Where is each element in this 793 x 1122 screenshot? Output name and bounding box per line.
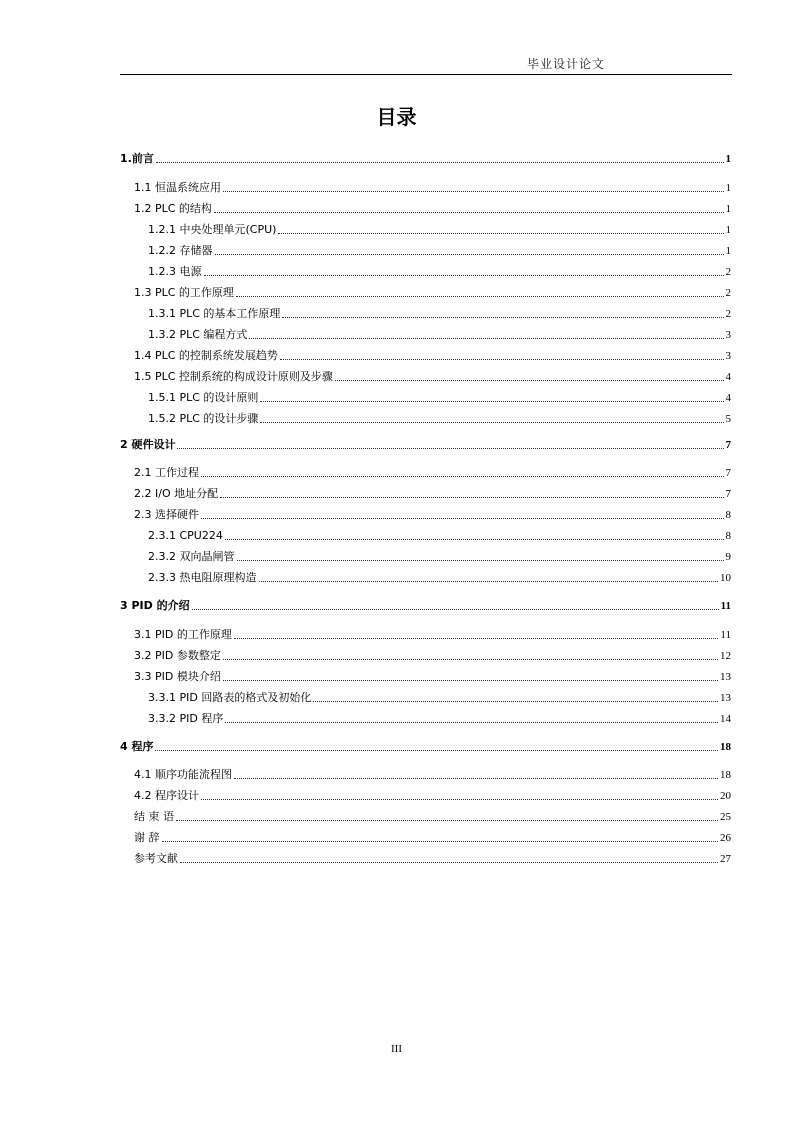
toc-entry[interactable] bbox=[148, 549, 731, 565]
toc-entry-page: 13 bbox=[720, 692, 731, 704]
dot-leader bbox=[204, 275, 724, 276]
dot-leader bbox=[223, 191, 724, 192]
toc-entry[interactable] bbox=[148, 390, 731, 406]
toc-entry[interactable] bbox=[134, 767, 731, 783]
toc-entry-label: 1.前言 bbox=[120, 152, 154, 165]
dot-leader bbox=[259, 581, 719, 582]
dot-leader bbox=[155, 750, 718, 751]
toc-entry-label: 1.3.2 PLC 编程方式 bbox=[148, 328, 248, 341]
toc-entry[interactable] bbox=[148, 222, 731, 238]
dot-leader bbox=[223, 680, 718, 681]
toc-entry-page: 7 bbox=[725, 467, 731, 479]
dot-leader bbox=[237, 560, 724, 561]
dot-leader bbox=[236, 296, 724, 297]
toc-entry-label: 4.1 顺序功能流程图 bbox=[134, 768, 232, 781]
toc-entry[interactable] bbox=[148, 411, 731, 427]
toc-entry-label: 2 硬件设计 bbox=[120, 438, 176, 451]
toc-entry-page: 13 bbox=[720, 671, 731, 683]
toc-entry-page: 18 bbox=[720, 741, 731, 753]
dot-leader bbox=[234, 778, 718, 779]
toc-entry-label: 2.2 I/O 地址分配 bbox=[134, 487, 219, 500]
toc-entry[interactable] bbox=[148, 528, 731, 544]
toc-entry[interactable] bbox=[134, 627, 731, 643]
header-rule bbox=[120, 74, 732, 75]
toc-entry-label: 结 束 语 bbox=[134, 810, 174, 823]
dot-leader bbox=[234, 638, 719, 639]
dot-leader bbox=[335, 380, 724, 381]
toc-entry-page: 2 bbox=[725, 266, 731, 278]
toc-entry-page: 7 bbox=[725, 439, 731, 451]
toc-entry-page: 25 bbox=[720, 811, 731, 823]
toc-entry-page: 12 bbox=[720, 650, 731, 662]
toc-entry[interactable] bbox=[120, 151, 731, 167]
toc-entry-label: 1.3.1 PLC 的基本工作原理 bbox=[148, 307, 281, 320]
toc-entry-label: 3.3.1 PID 回路表的格式及初始化 bbox=[148, 691, 312, 704]
toc-entry-page: 8 bbox=[725, 509, 731, 521]
toc-entry[interactable] bbox=[134, 809, 731, 825]
toc-entry-label: 谢 辞 bbox=[134, 831, 160, 844]
toc-entry[interactable] bbox=[134, 465, 731, 481]
toc-entry-page: 4 bbox=[725, 371, 731, 383]
toc-entry[interactable] bbox=[134, 369, 731, 385]
dot-leader bbox=[177, 448, 723, 449]
dot-leader bbox=[201, 799, 718, 800]
toc-entry-label: 4.2 程序设计 bbox=[134, 789, 199, 802]
toc-entry-label: 3.3 PID 模块介绍 bbox=[134, 670, 221, 683]
dot-leader bbox=[156, 162, 724, 163]
toc-entry[interactable] bbox=[120, 437, 731, 453]
toc-entry-page: 8 bbox=[725, 530, 731, 542]
toc-entry-label: 2.3.1 CPU224 bbox=[148, 529, 223, 542]
toc-entry[interactable] bbox=[120, 598, 731, 614]
toc-title: 目录 bbox=[376, 105, 417, 129]
toc-entry[interactable] bbox=[134, 285, 731, 301]
toc-entry-page: 1 bbox=[725, 153, 731, 165]
dot-leader bbox=[214, 212, 724, 213]
toc-entry-page: 5 bbox=[725, 413, 731, 425]
dot-leader bbox=[278, 233, 723, 234]
toc-entry-page: 1 bbox=[725, 245, 731, 257]
toc-entry-label: 2.3.2 双向晶闸管 bbox=[148, 550, 235, 563]
dot-leader bbox=[192, 609, 719, 610]
toc-entry-page: 18 bbox=[720, 769, 731, 781]
toc-entry-label: 1.1 恒温系统应用 bbox=[134, 181, 221, 194]
toc-entry[interactable] bbox=[148, 327, 731, 343]
dot-leader bbox=[249, 338, 723, 339]
dot-leader bbox=[215, 254, 724, 255]
dot-leader bbox=[201, 476, 724, 477]
dot-leader bbox=[176, 820, 718, 821]
toc-entry-page: 2 bbox=[725, 287, 731, 299]
toc-entry[interactable] bbox=[134, 648, 731, 664]
toc-entry-label: 3.3.2 PID 程序 bbox=[148, 712, 224, 725]
dot-leader bbox=[225, 722, 718, 723]
toc-entry-label: 2.3 选择硬件 bbox=[134, 508, 199, 521]
toc-entry-label: 1.5 PLC 控制系统的构成设计原则及步骤 bbox=[134, 370, 333, 383]
toc-entry-label: 1.5.2 PLC 的设计步骤 bbox=[148, 412, 259, 425]
toc-entry[interactable] bbox=[134, 507, 731, 523]
page-header bbox=[0, 55, 793, 75]
toc-entry[interactable] bbox=[148, 306, 731, 322]
toc-entry-page: 14 bbox=[720, 713, 731, 725]
toc-entry[interactable] bbox=[134, 486, 731, 502]
toc-entry-page: 3 bbox=[725, 329, 731, 341]
dot-leader bbox=[220, 497, 723, 498]
toc-entry-page: 20 bbox=[720, 790, 731, 802]
toc-entry-page: 3 bbox=[725, 350, 731, 362]
dot-leader bbox=[201, 518, 724, 519]
dot-leader bbox=[260, 401, 723, 402]
toc-entry-label: 4 程序 bbox=[120, 740, 154, 753]
toc-entry-page: 4 bbox=[725, 392, 731, 404]
toc-entry-label: 参考文献 bbox=[134, 852, 178, 865]
toc-entry[interactable] bbox=[134, 851, 731, 867]
dot-leader bbox=[282, 317, 723, 318]
toc-entry-label: 2.1 工作过程 bbox=[134, 466, 199, 479]
toc-entry-page: 27 bbox=[720, 853, 731, 865]
toc-entry-page: 1 bbox=[725, 182, 731, 194]
toc-entry-label: 1.3 PLC 的工作原理 bbox=[134, 286, 234, 299]
toc-entry[interactable] bbox=[134, 201, 731, 217]
toc-entry-label: 1.2.3 电源 bbox=[148, 265, 202, 278]
page-number: III bbox=[391, 1043, 402, 1055]
toc-entry-page: 9 bbox=[725, 551, 731, 563]
toc-entry[interactable] bbox=[148, 570, 731, 586]
toc-entry[interactable] bbox=[134, 830, 731, 846]
toc-entry-label: 1.2 PLC 的结构 bbox=[134, 202, 212, 215]
toc-entry[interactable] bbox=[120, 739, 731, 755]
toc-entry-label: 1.2.1 中央处理单元(CPU) bbox=[148, 223, 277, 236]
toc-entry-page: 10 bbox=[720, 572, 731, 584]
toc-entry-label: 1.2.2 存储器 bbox=[148, 244, 213, 257]
dot-leader bbox=[180, 862, 718, 863]
toc-entry-page: 1 bbox=[725, 203, 731, 215]
toc-entry-label: 1.4 PLC 的控制系统发展趋势 bbox=[134, 349, 278, 362]
dot-leader bbox=[223, 659, 718, 660]
toc-entry-label: 3.2 PID 参数整定 bbox=[134, 649, 221, 662]
toc-entry[interactable] bbox=[134, 669, 731, 685]
toc-entry[interactable] bbox=[134, 788, 731, 804]
toc-entry-page: 11 bbox=[720, 629, 731, 641]
toc-entry-page: 7 bbox=[725, 488, 731, 500]
toc-entry-page: 11 bbox=[720, 600, 731, 612]
toc-entry-label: 3 PID 的介绍 bbox=[120, 599, 190, 612]
dot-leader bbox=[260, 422, 723, 423]
toc-entry-label: 2.3.3 热电阻原理构造 bbox=[148, 571, 257, 584]
toc-entry[interactable] bbox=[148, 243, 731, 259]
toc-entry[interactable] bbox=[134, 180, 731, 196]
header-text: 毕业设计论文 bbox=[526, 57, 605, 71]
toc-entry-page: 2 bbox=[725, 308, 731, 320]
toc-entry[interactable] bbox=[148, 264, 731, 280]
dot-leader bbox=[280, 359, 724, 360]
dot-leader bbox=[225, 539, 724, 540]
dot-leader bbox=[162, 841, 719, 842]
toc-entry-label: 1.5.1 PLC 的设计原则 bbox=[148, 391, 259, 404]
toc-entry-page: 26 bbox=[720, 832, 731, 844]
dot-leader bbox=[313, 701, 718, 702]
toc-entry[interactable] bbox=[148, 711, 731, 727]
toc-entry[interactable] bbox=[148, 690, 731, 706]
toc-entry[interactable] bbox=[134, 348, 731, 364]
toc-entry-label: 3.1 PID 的工作原理 bbox=[134, 628, 232, 641]
toc-entry-page: 1 bbox=[725, 224, 731, 236]
